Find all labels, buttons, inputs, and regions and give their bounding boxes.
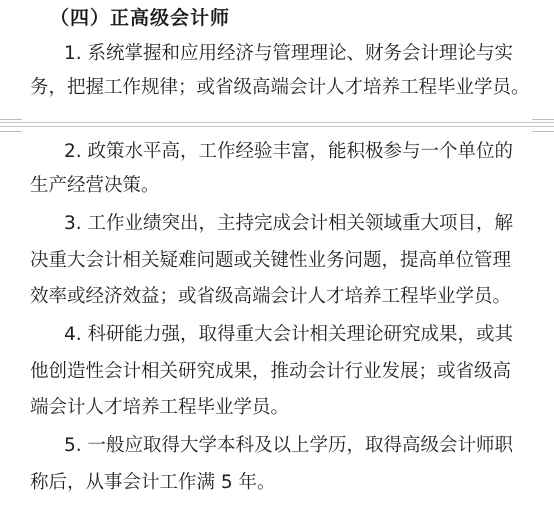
divider-rule [0,122,554,123]
item-4-line-1: 4. 科研能力强，取得重大会计相关理论研究成果，或其 [64,324,514,345]
item-5-line-2: 称后，从事会计工作满 5 年。 [30,472,276,493]
item-3-line-3: 效率或经济效益；或省级高端会计人才培养工程毕业学员。 [30,286,512,307]
divider-rule [0,126,554,127]
divider-left-cap [0,119,22,132]
item-1-line-2: 务，把握工作规律；或省级高端会计人才培养工程毕业学员。 [30,77,530,98]
item-3-line-2: 决重大会计相关疑难问题或关键性业务问题，提高单位管理 [30,250,512,271]
divider-right-cap [532,119,554,132]
item-4-line-2: 他创造性会计相关研究成果，推动会计行业发展；或省级高 [30,361,512,382]
item-4-line-3: 端会计人才培养工程毕业学员。 [30,397,290,418]
item-2-line-1: 2. 政策水平高，工作经验丰富，能积极参与一个单位的 [64,141,514,162]
page-break-divider [0,122,554,128]
section-heading: （四）正高级会计师 [50,7,231,29]
item-5-line-1: 5. 一般应取得大学本科及以上学历，取得高级会计师职 [64,435,514,456]
item-2-line-2: 生产经营决策。 [30,175,160,196]
item-3-line-1: 3. 工作业绩突出，主持完成会计相关领域重大项目，解 [64,213,514,234]
item-1-line-1: 1. 系统掌握和应用经济与管理理论、财务会计理论与实 [64,43,514,64]
